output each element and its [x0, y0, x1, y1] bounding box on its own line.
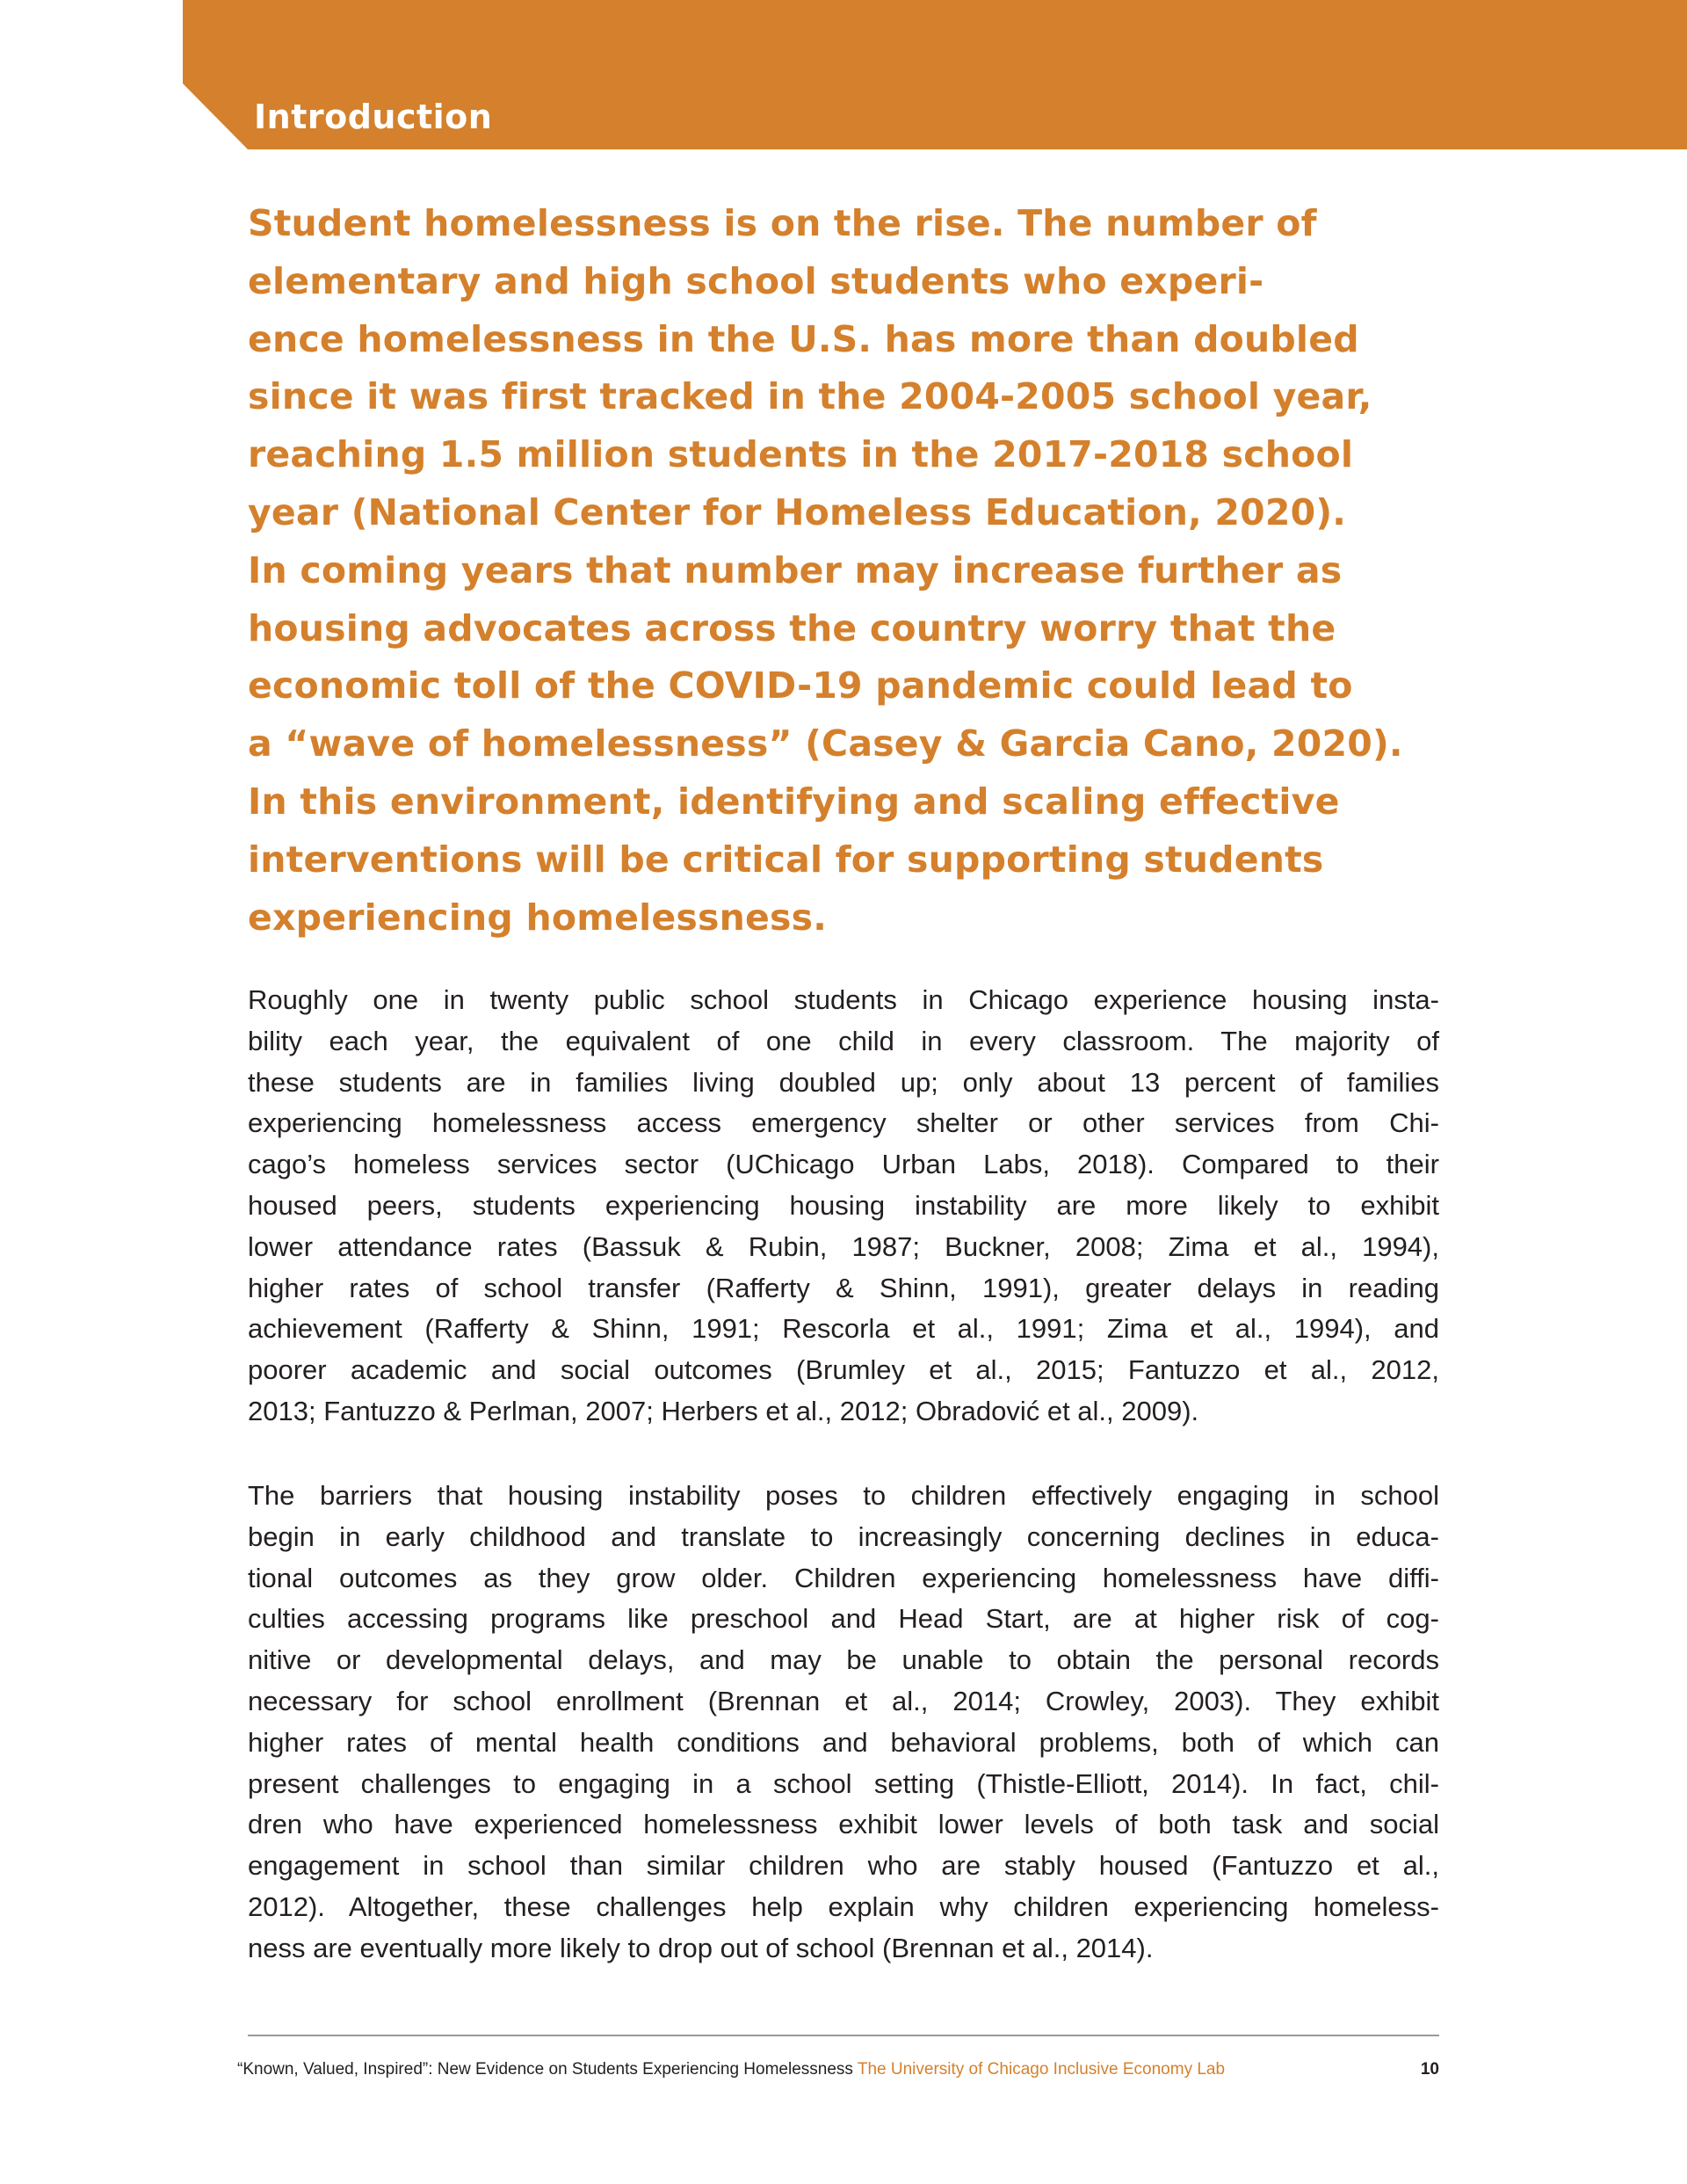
headline-line: Student homelessness is on the rise. The number of — [248, 202, 1317, 244]
paragraph-line: The barriers that housing instability poses to children effectively engaging in school — [248, 1480, 1439, 1511]
headline-line: housing advocates across the country worry that the — [248, 606, 1336, 649]
paragraph-line: experiencing homelessness access emergency shelter or other services from Chi- — [248, 1107, 1439, 1139]
paragraph-line: lower attendance rates (Bassuk & Rubin, 1987; Buckner, 2008; Zima et al., 1994), — [248, 1230, 1439, 1262]
headline-line: since it was first tracked in the 2004-2005 school year, — [248, 375, 1372, 418]
paragraph-line: present challenges to engaging in a school setting (Thistle-Elliott, 2014). In fact, chil- — [248, 1767, 1439, 1799]
paragraph-line: dren who have experienced homelessness exhibit lower levels of both task and social — [248, 1809, 1439, 1840]
paragraph-line: housed peers, students experiencing housing instability are more likely to exhibit — [248, 1189, 1439, 1221]
paragraph-line: higher rates of mental health conditions and behavioral problems, both of which can — [248, 1726, 1439, 1758]
paragraph-line: tional outcomes as they grow older. Children experiencing homelessness have diffi- — [248, 1562, 1439, 1593]
pull-quote-headline — [248, 195, 1460, 947]
headline-line: a “wave of homelessness” (Casey & Garcia Cano, 2020). — [248, 722, 1403, 765]
headline-line: In coming years that number may increase further as — [248, 548, 1343, 591]
footer-report-title: “Known, Valued, Inspired”: New Evidence on Students Experiencing Homelessness — [237, 2060, 853, 2079]
paragraph-line: 2013; Fantuzzo & Perlman, 2007; Herbers et al., 2012; Obradović et al., 2009). — [248, 1395, 1199, 1426]
headline-line: experiencing homelessness. — [248, 896, 827, 939]
headline-line: interventions will be critical for supporting students — [248, 838, 1324, 881]
paragraph-line: culties accessing programs like preschool and Head Start, are at higher risk of cog- — [248, 1603, 1439, 1635]
paragraph-line: higher rates of school transfer (Rafferty & Shinn, 1991), greater delays in reading — [248, 1272, 1439, 1303]
headline-line: elementary and high school students who experi- — [248, 259, 1264, 302]
headline-line: economic toll of the COVID-19 pandemic could lead to — [248, 664, 1353, 707]
paragraph-line: poorer academic and social outcomes (Brumley et al., 2015; Fantuzzo et al., 2012, — [248, 1354, 1439, 1386]
paragraph-line: cago’s homeless services sector (UChicago Urban Labs, 2018). Compared to their — [248, 1149, 1439, 1180]
paragraph-line: achievement (Rafferty & Shinn, 1991; Rescorla et al., 1991; Zima et al., 1994), and — [248, 1313, 1439, 1345]
headline-line: In this environment, identifying and scaling effective — [248, 780, 1340, 823]
page-number: 10 — [1420, 2060, 1439, 2079]
headline-line: reaching 1.5 million students in the 2017-2018 school — [248, 433, 1354, 476]
paragraph-line: begin in early childhood and translate to increasingly concerning declines in educa- — [248, 1520, 1439, 1552]
body-paragraph-2 — [248, 1476, 1439, 1970]
paragraph-line: Roughly one in twenty public school students in Chicago experience housing insta- — [248, 984, 1439, 1015]
footer-organization: The University of Chicago Inclusive Economy Lab — [857, 2060, 1226, 2079]
paragraph-line: nitive or developmental delays, and may be unable to obtain the personal records — [248, 1644, 1439, 1676]
section-title: Introduction — [254, 98, 493, 136]
banner-shape — [0, 0, 1687, 149]
headline-line: ence homelessness in the U.S. has more than doubled — [248, 317, 1359, 360]
paragraph-line: ness are eventually more likely to drop out of school (Brennan et al., 2014). — [248, 1932, 1154, 1963]
body-paragraph-1 — [248, 980, 1439, 1433]
paragraph-line: 2012). Altogether, these challenges help explain why children experiencing homeless- — [248, 1890, 1439, 1922]
paragraph-line: engagement in school than similar children who are stably housed (Fantuzzo et al., — [248, 1850, 1439, 1882]
page-footer — [237, 2059, 1439, 2080]
footer-divider — [248, 2035, 1439, 2036]
paragraph-line: bility each year, the equivalent of one child in every classroom. The majority of — [248, 1025, 1439, 1056]
section-banner — [0, 0, 1687, 149]
paragraph-line: these students are in families living doubled up; only about 13 percent of families — [248, 1066, 1439, 1098]
headline-line: year (National Center for Homeless Education, 2020). — [248, 490, 1347, 533]
paragraph-line: necessary for school enrollment (Brennan et al., 2014; Crowley, 2003). They exhibit — [248, 1685, 1439, 1716]
